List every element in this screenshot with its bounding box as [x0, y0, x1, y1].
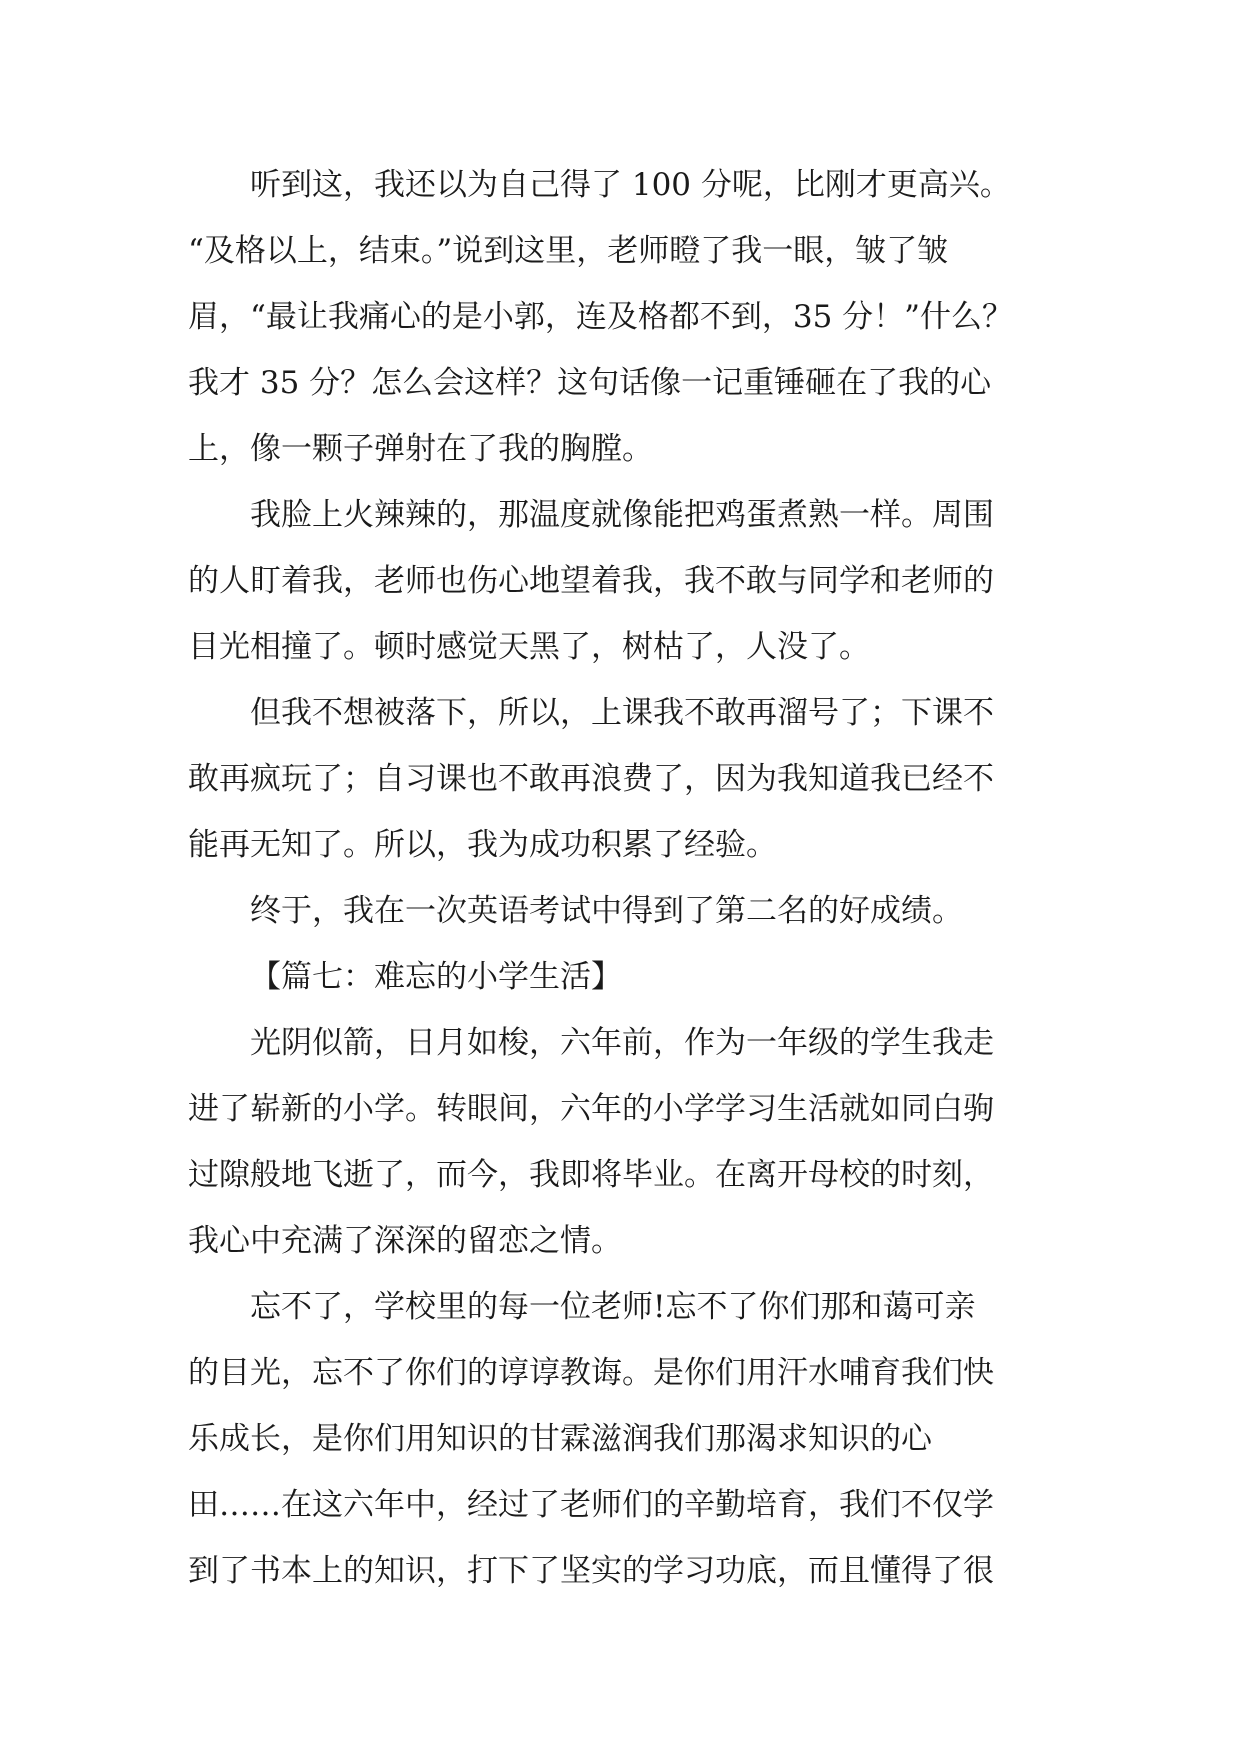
text-line: 进了崭新的小学。转眼间，六年的小学学习生活就如同白驹: [188, 1091, 994, 1127]
text-line: 我心中充满了深深的留恋之情。: [188, 1223, 622, 1259]
text-line: 眉，“最让我痛心的是小郭，连及格都不到，35 分！”什么？: [188, 299, 1013, 335]
text-line: 到了书本上的知识，打下了坚实的学习功底，而且懂得了很: [188, 1553, 994, 1589]
text-line: 目光相撞了。顿时感觉天黑了，树枯了，人没了。: [188, 629, 870, 665]
text-line: 的人盯着我，老师也伤心地望着我，我不敢与同学和老师的: [188, 563, 994, 599]
text-line: 终于，我在一次英语考试中得到了第二名的好成绩。: [188, 893, 963, 929]
document-body: [188, 152, 1058, 1604]
text-line: 田……在这六年中，经过了老师们的辛勤培育，我们不仅学: [188, 1487, 994, 1523]
text-line: 光阴似箭，日月如梭，六年前，作为一年级的学生我走: [188, 1025, 994, 1061]
text-line: 忘不了，学校里的每一位老师!忘不了你们那和蔼可亲: [188, 1289, 976, 1325]
text-line: 听到这，我还以为自己得了 100 分呢，比刚才更高兴。: [188, 167, 1011, 203]
text-line: 我脸上火辣辣的，那温度就像能把鸡蛋煮熟一样。周围: [188, 497, 994, 533]
text-line: 乐成长，是你们用知识的甘霖滋润我们那渴求知识的心: [188, 1421, 932, 1457]
text-line: 敢再疯玩了；自习课也不敢再浪费了，因为我知道我已经不: [188, 761, 994, 797]
text-line: 过隙般地飞逝了，而今，我即将毕业。在离开母校的时刻，: [188, 1157, 994, 1193]
text-line: 上，像一颗子弹射在了我的胸膛。: [188, 431, 653, 467]
text-line: 能再无知了。所以，我为成功积累了经验。: [188, 827, 777, 863]
text-line: 但我不想被落下，所以，上课我不敢再溜号了；下课不: [188, 695, 994, 731]
text-line: 的目光，忘不了你们的谆谆教诲。是你们用汗水哺育我们快: [188, 1355, 994, 1391]
text-line: 我才 35 分？怎么会这样？这句话像一记重锤砸在了我的心: [188, 365, 992, 401]
section-heading: 【篇七：难忘的小学生活】: [250, 959, 622, 995]
text-line: “及格以上，结束。”说到这里，老师瞪了我一眼，皱了皱: [188, 233, 949, 269]
